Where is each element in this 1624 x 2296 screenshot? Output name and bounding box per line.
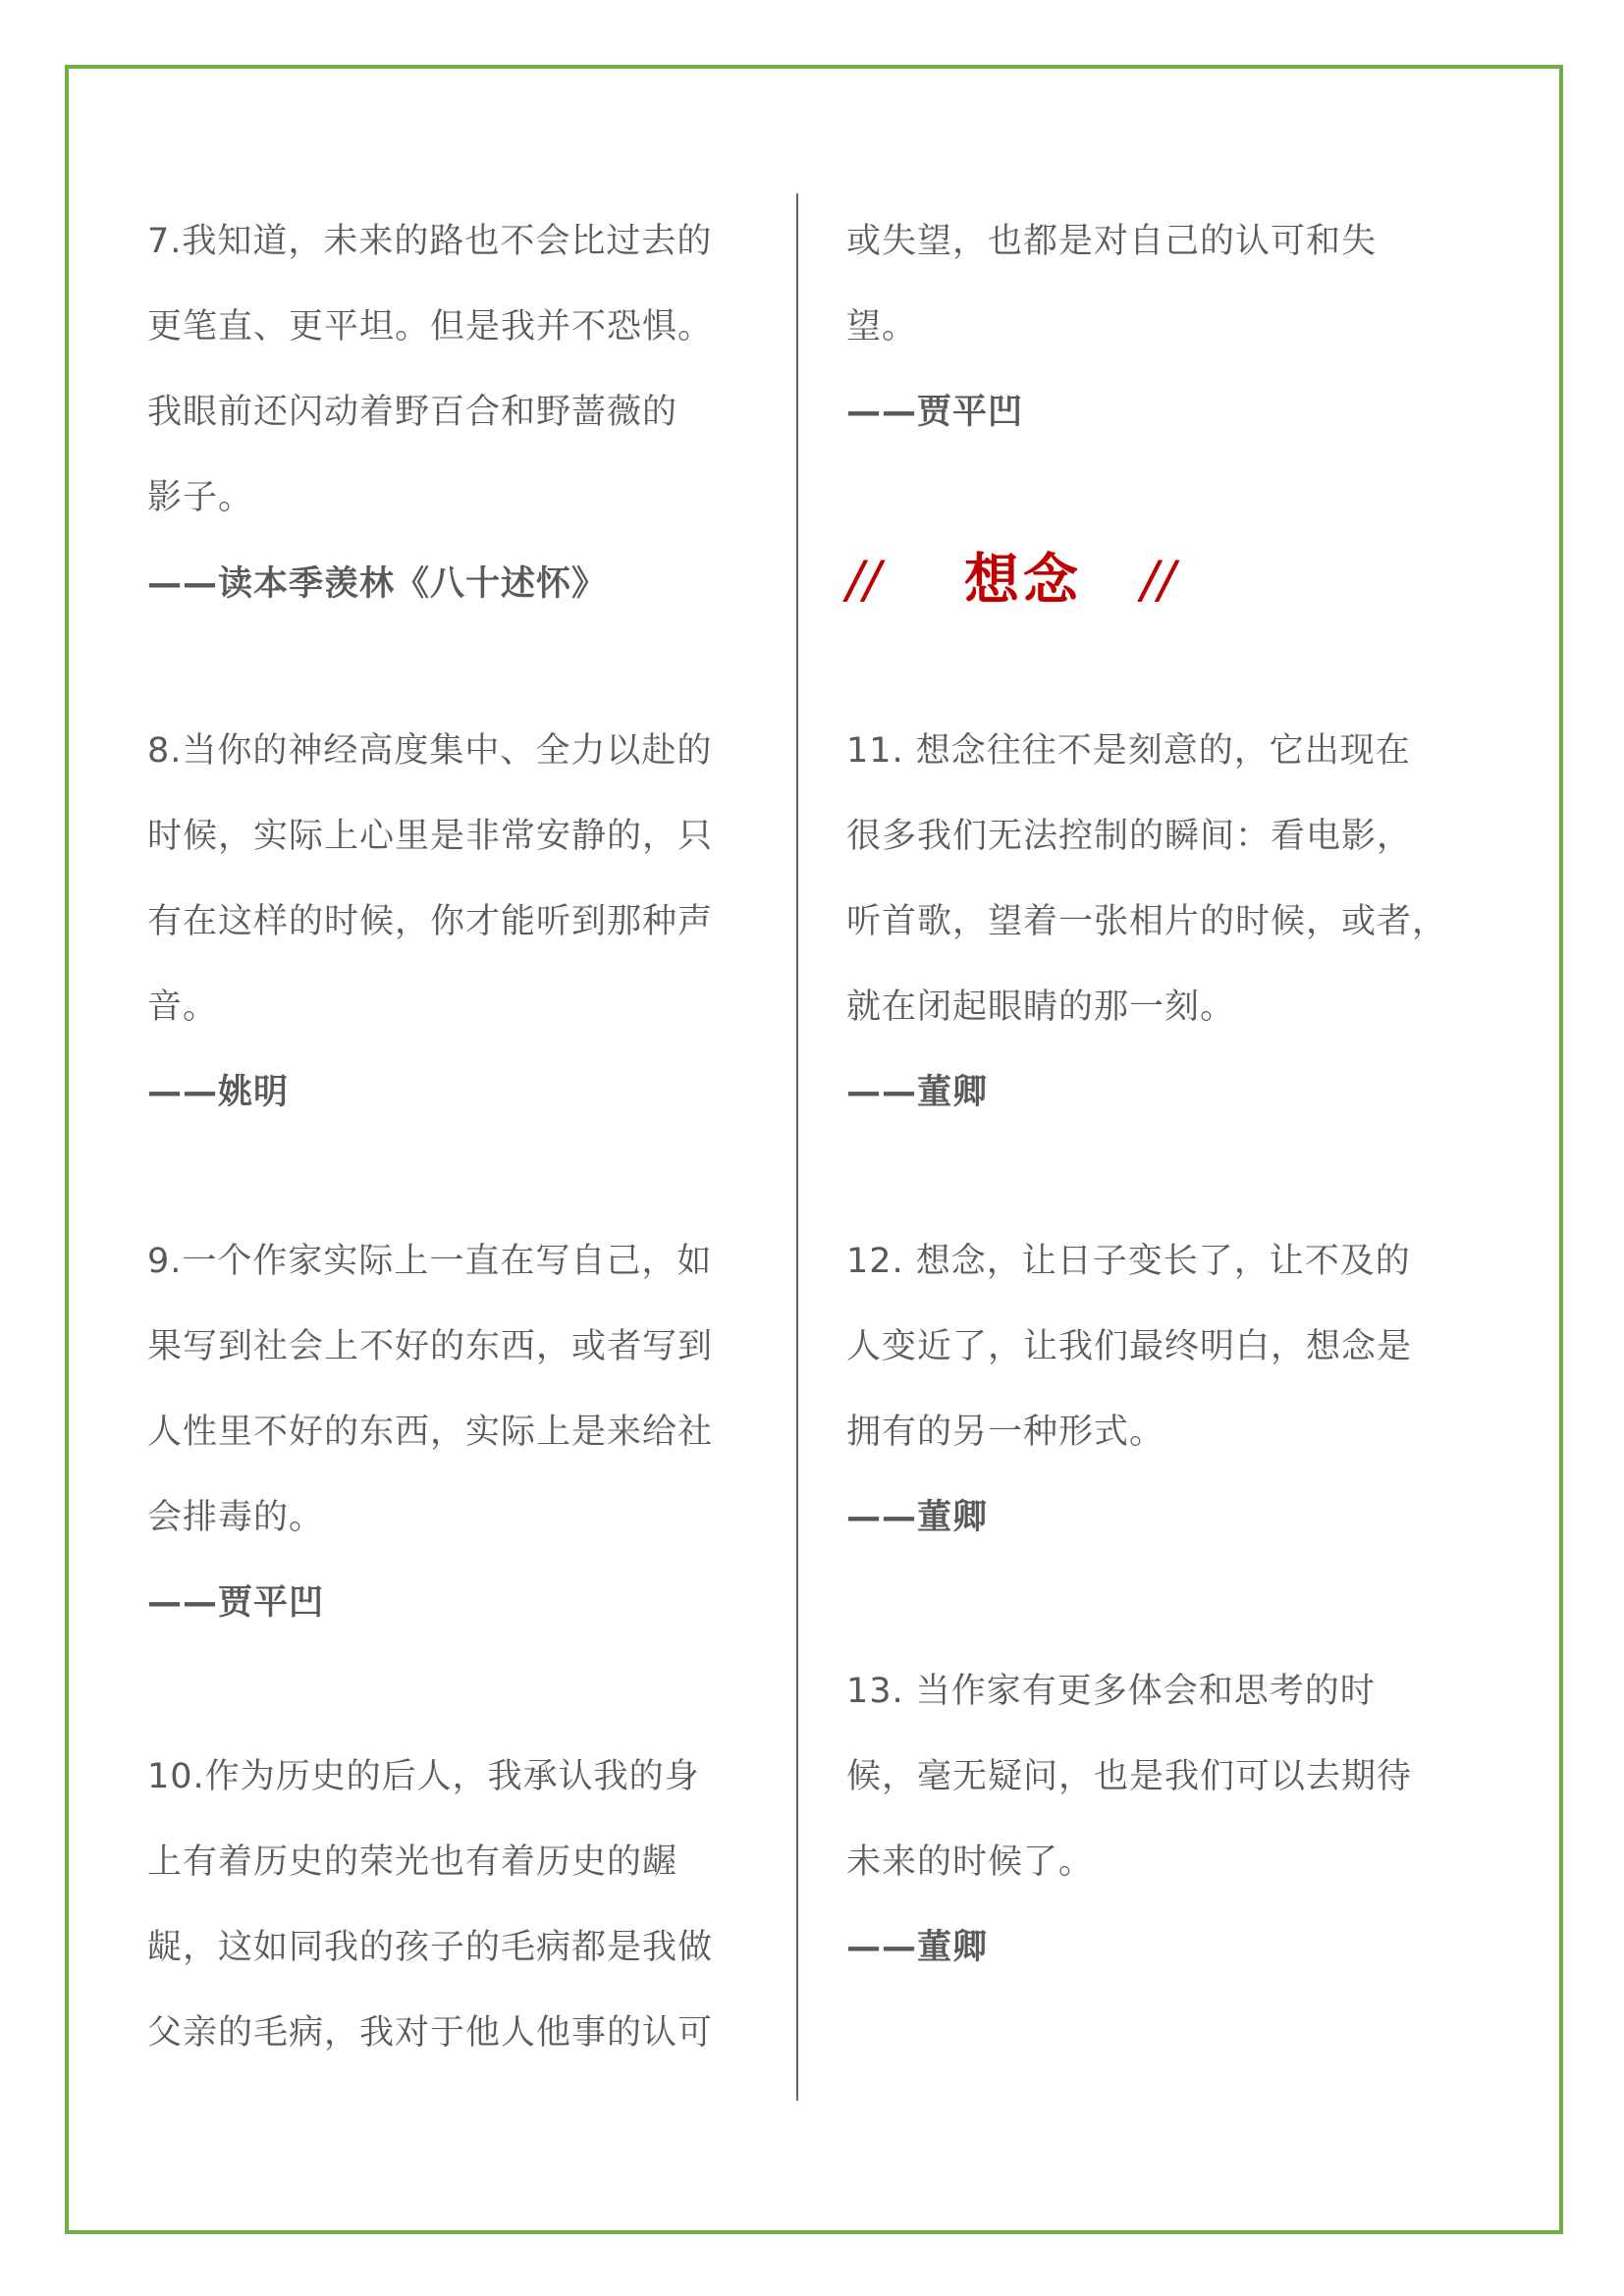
quote-line: 就在闭起眼睛的那一刻。 [846,988,1236,1027]
quote-line: 听首歌，望着一张相片的时候，或者， [846,902,1448,941]
section-title: 想念 [964,548,1082,613]
quote-line: 或失望，也都是对自己的认可和失 [846,222,1378,261]
quote-line: 12. 想念，让日子变长了，让不及的 [846,1242,1411,1281]
quote-line: 望。 [846,307,918,347]
quote-attribution: ——读本季羡林《八十述怀》 [147,564,608,604]
quote-line: 9.一个作家实际上一直在写自己，如 [147,1242,713,1281]
quote-line: 人性里不好的东西，实际上是来给社 [147,1413,714,1452]
quote-attribution: ——姚明 [147,1073,290,1112]
column-divider [796,193,798,2101]
quote-line: 龊，这如同我的孩子的毛病都是我做 [147,1928,714,1967]
quote-line: 时候，实际上心里是非常安静的，只 [147,817,714,856]
quote-line: 7.我知道，未来的路也不会比过去的 [147,222,713,261]
quote-attribution: ——贾平凹 [846,393,1024,432]
quote-attribution: ——贾平凹 [147,1583,325,1623]
quote-line: 更笔直、更平坦。但是我并不恐惧。 [147,307,714,347]
slash-mark-right: // [1141,551,1176,610]
quote-line: 会排毒的。 [147,1498,325,1537]
slash-mark-left: // [846,551,882,610]
section-heading [846,546,1259,614]
quote-line: 父亲的毛病，我对于他人他事的认可 [147,2013,714,2053]
quote-line: 上有着历史的荣光也有着历史的龌 [147,1842,678,1882]
quote-attribution: ——董卿 [846,1073,989,1112]
quote-line: 果写到社会上不好的东西，或者写到 [147,1327,714,1366]
quote-attribution: ——董卿 [846,1498,989,1537]
quote-line: 很多我们无法控制的瞬间：看电影， [846,817,1413,856]
quote-line: 音。 [147,988,219,1027]
quote-line: 13. 当作家有更多体会和思考的时 [846,1672,1376,1711]
quote-line: 10.作为历史的后人，我承认我的身 [147,1757,700,1796]
quote-line: 有在这样的时候，你才能听到那种声 [147,902,714,941]
quote-line: 未来的时候了。 [846,1842,1095,1882]
quote-line: 候，毫无疑问，也是我们可以去期待 [846,1757,1413,1796]
quote-line: 我眼前还闪动着野百合和野蔷薇的 [147,393,678,432]
quote-line: 8.当你的神经高度集中、全力以赴的 [147,731,713,771]
quote-line: 人变近了，让我们最终明白，想念是 [846,1327,1413,1366]
quote-line: 拥有的另一种形式。 [846,1413,1165,1452]
quote-line: 影子。 [147,478,254,517]
quote-attribution: ——董卿 [846,1928,989,1967]
quote-line: 11. 想念往往不是刻意的，它出现在 [846,731,1411,771]
